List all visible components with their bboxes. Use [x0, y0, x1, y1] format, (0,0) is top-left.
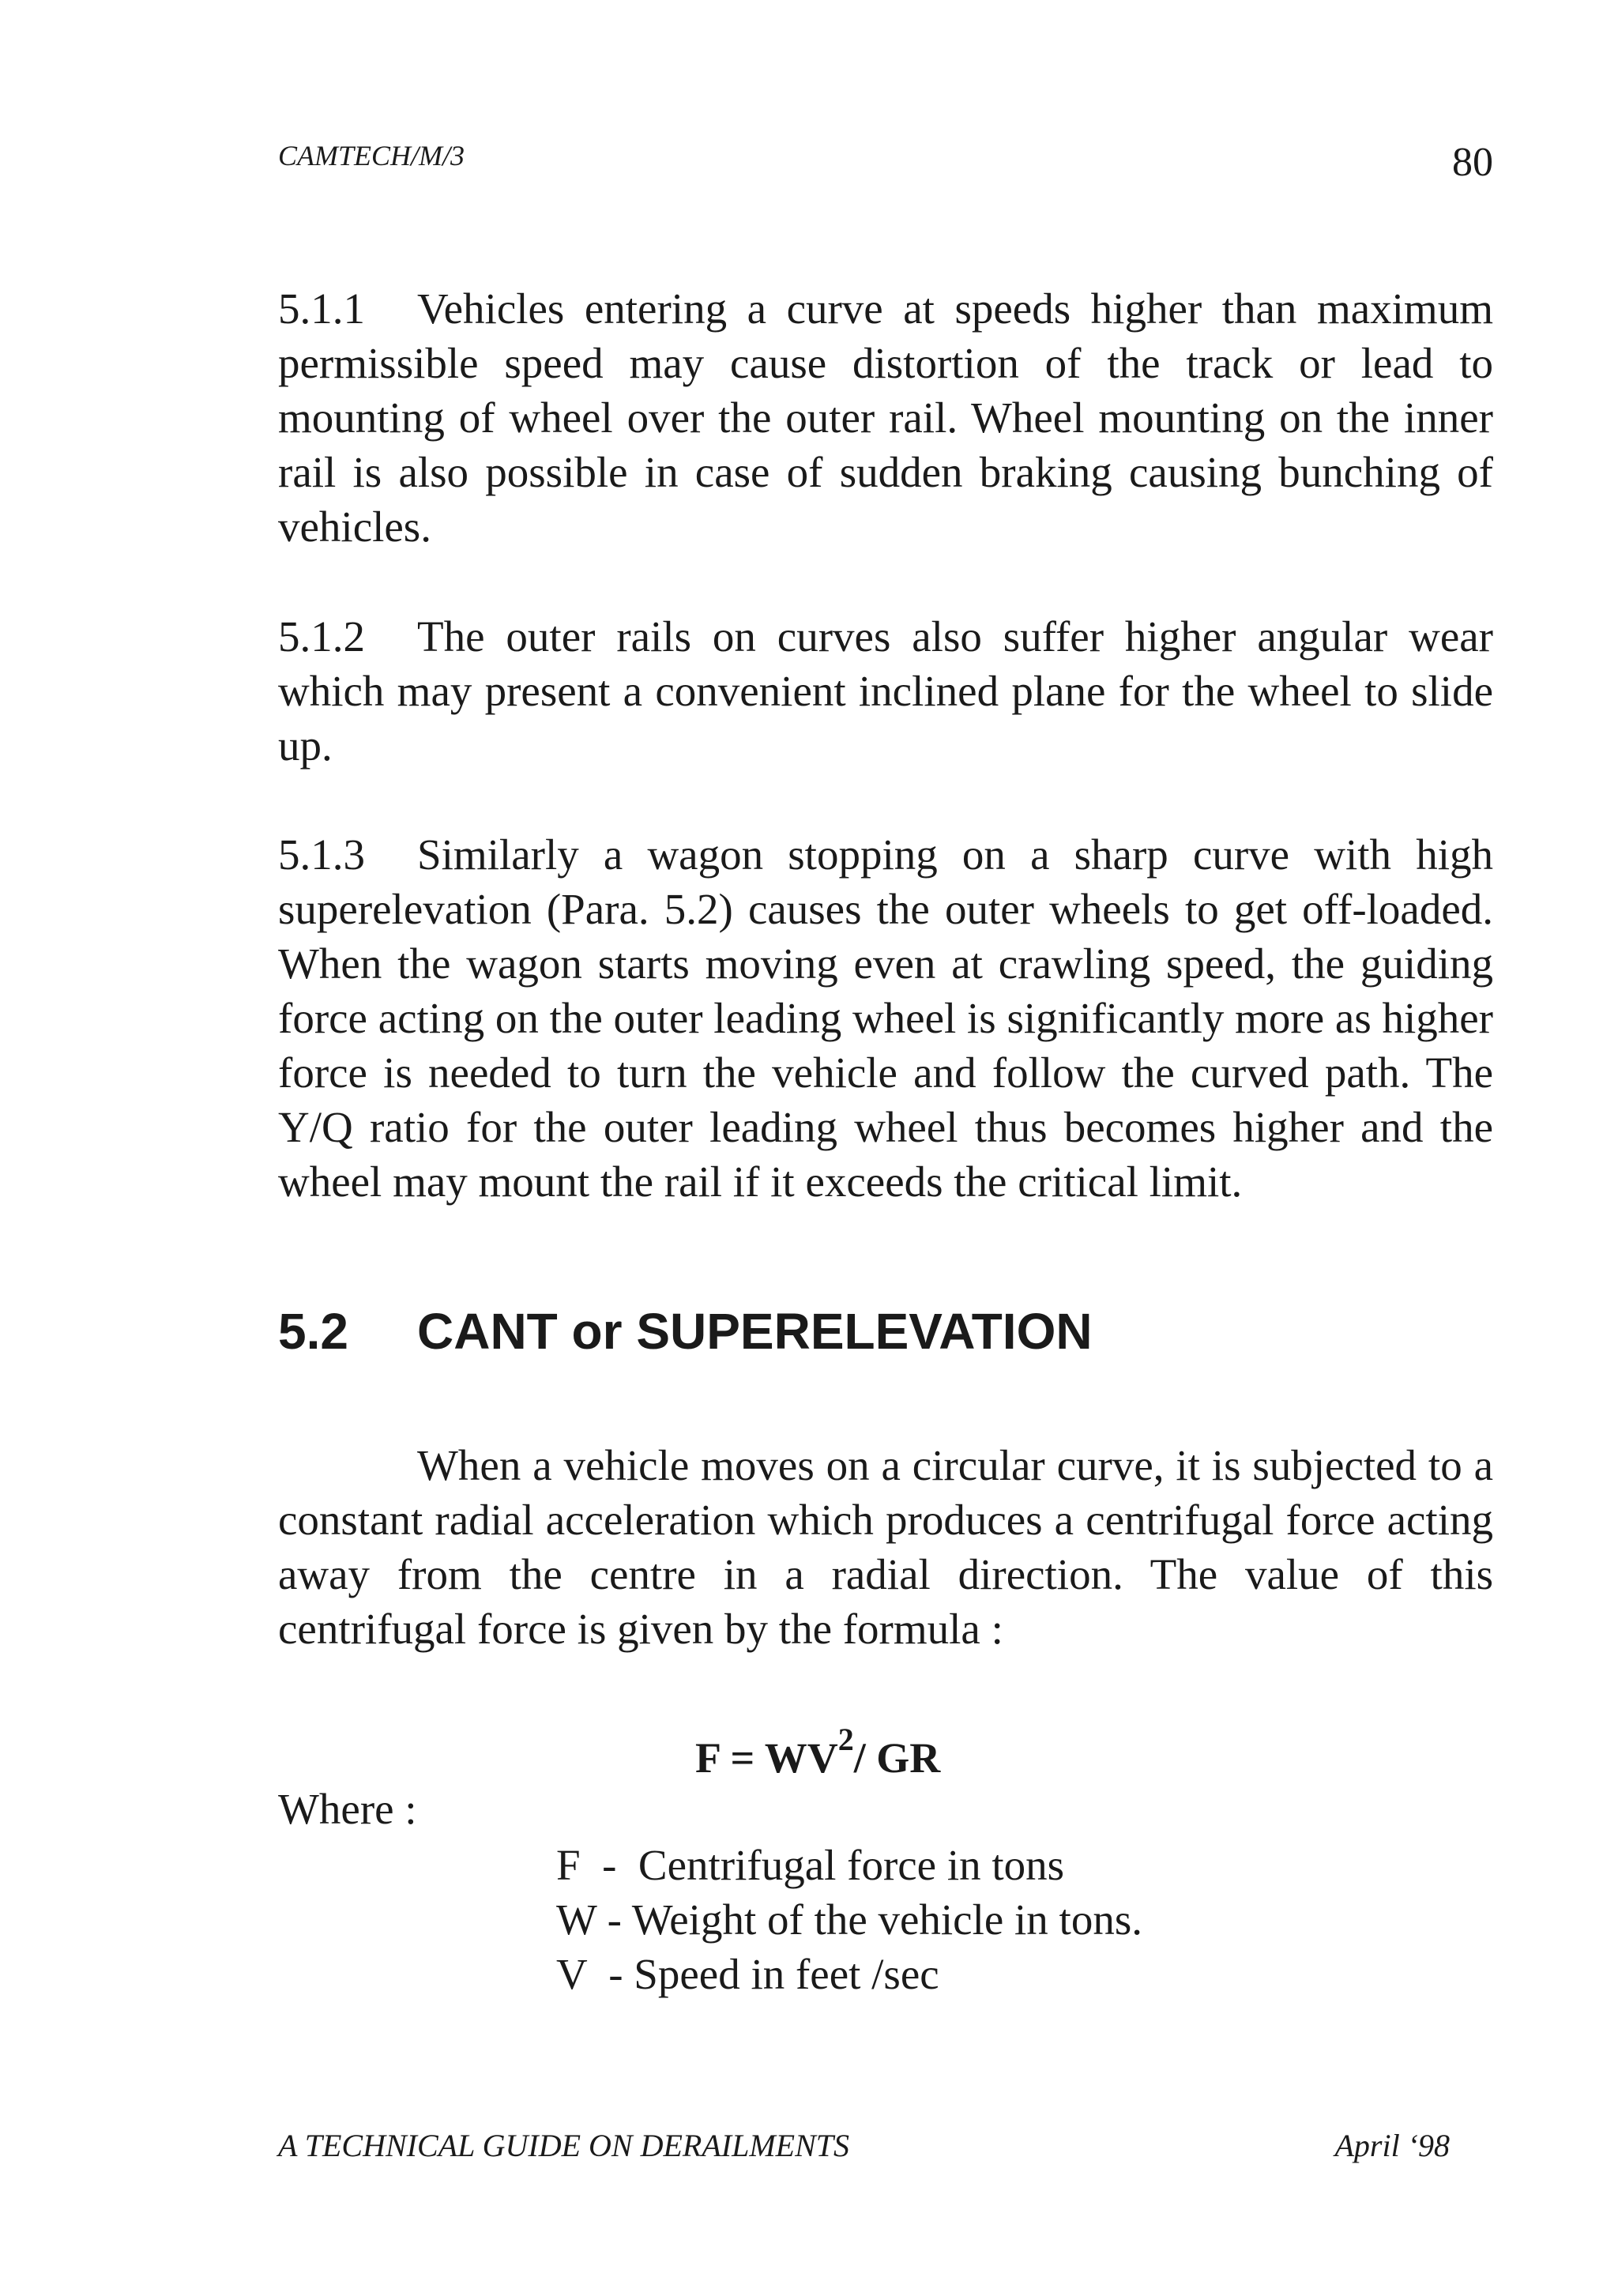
definition-list [556, 1838, 1142, 2001]
section-heading [278, 1302, 1093, 1361]
footer-title: A TECHNICAL GUIDE ON DERAILMENTS [278, 2128, 850, 2163]
footer-date: April ‘98 [1334, 2128, 1450, 2163]
paragraph-text: Vehicles entering a curve at speeds higher than maximum permissible speed may cause distortion of the track or lead to mounting of wheel over the outer rail. Wheel mounting on the inner rail is also possible in case of sudden braking causing bunching of vehicles. [278, 284, 1493, 551]
page-number: 80 [1452, 140, 1493, 185]
paragraph-number: 5.1.2 [278, 612, 365, 661]
where-label: Where : [278, 1785, 417, 1833]
definition-item: V - Speed in feet /sec [556, 1950, 939, 1998]
intro-paragraph: When a vehicle moves on a circular curve, it is subjected to a constant radial acceleration which produces a centrifugal force acting away from the centre in a radial direction. The value of this centrifugal force is given by the formula : [278, 1441, 1493, 1653]
section-number: 5.2 [278, 1303, 348, 1360]
paragraph-5-1-2 [278, 609, 1493, 773]
definition-item: W - Weight of the vehicle in tons. [556, 1895, 1142, 1944]
paragraph-number: 5.1.3 [278, 830, 365, 879]
section-title: CANT or SUPERELEVATION [417, 1303, 1093, 1360]
formula-rest: / GR [853, 1734, 941, 1782]
centrifugal-force-formula [695, 1721, 940, 1782]
paragraph-5-1-3 [278, 827, 1493, 1209]
paragraph-5-1-1 [278, 281, 1493, 554]
formula-exponent: 2 [837, 1722, 854, 1757]
paragraph-number: 5.1.1 [278, 284, 365, 333]
document-code: CAMTECH/M/3 [278, 140, 465, 171]
paragraph-text: The outer rails on curves also suffer higher angular wear which may present a convenient inclined plane for the wheel to slide up. [278, 612, 1493, 770]
formula-base: WV [764, 1734, 838, 1782]
formula-lhs: F = [695, 1734, 765, 1782]
definition-item: F - Centrifugal force in tons [556, 1841, 1065, 1889]
paragraph-text: Similarly a wagon stopping on a sharp curve with high superelevation (Para. 5.2) causes the outer wheels to get off-loaded. When the wagon starts moving even at crawling speed, the guiding force acting on the outer leading wheel is significantly more as higher force is needed to turn the vehicle and follow the curved path. The Y/Q ratio for the outer leading wheel thus becomes higher and the wheel may mount the rail if it exceeds the critical limit. [278, 830, 1493, 1206]
